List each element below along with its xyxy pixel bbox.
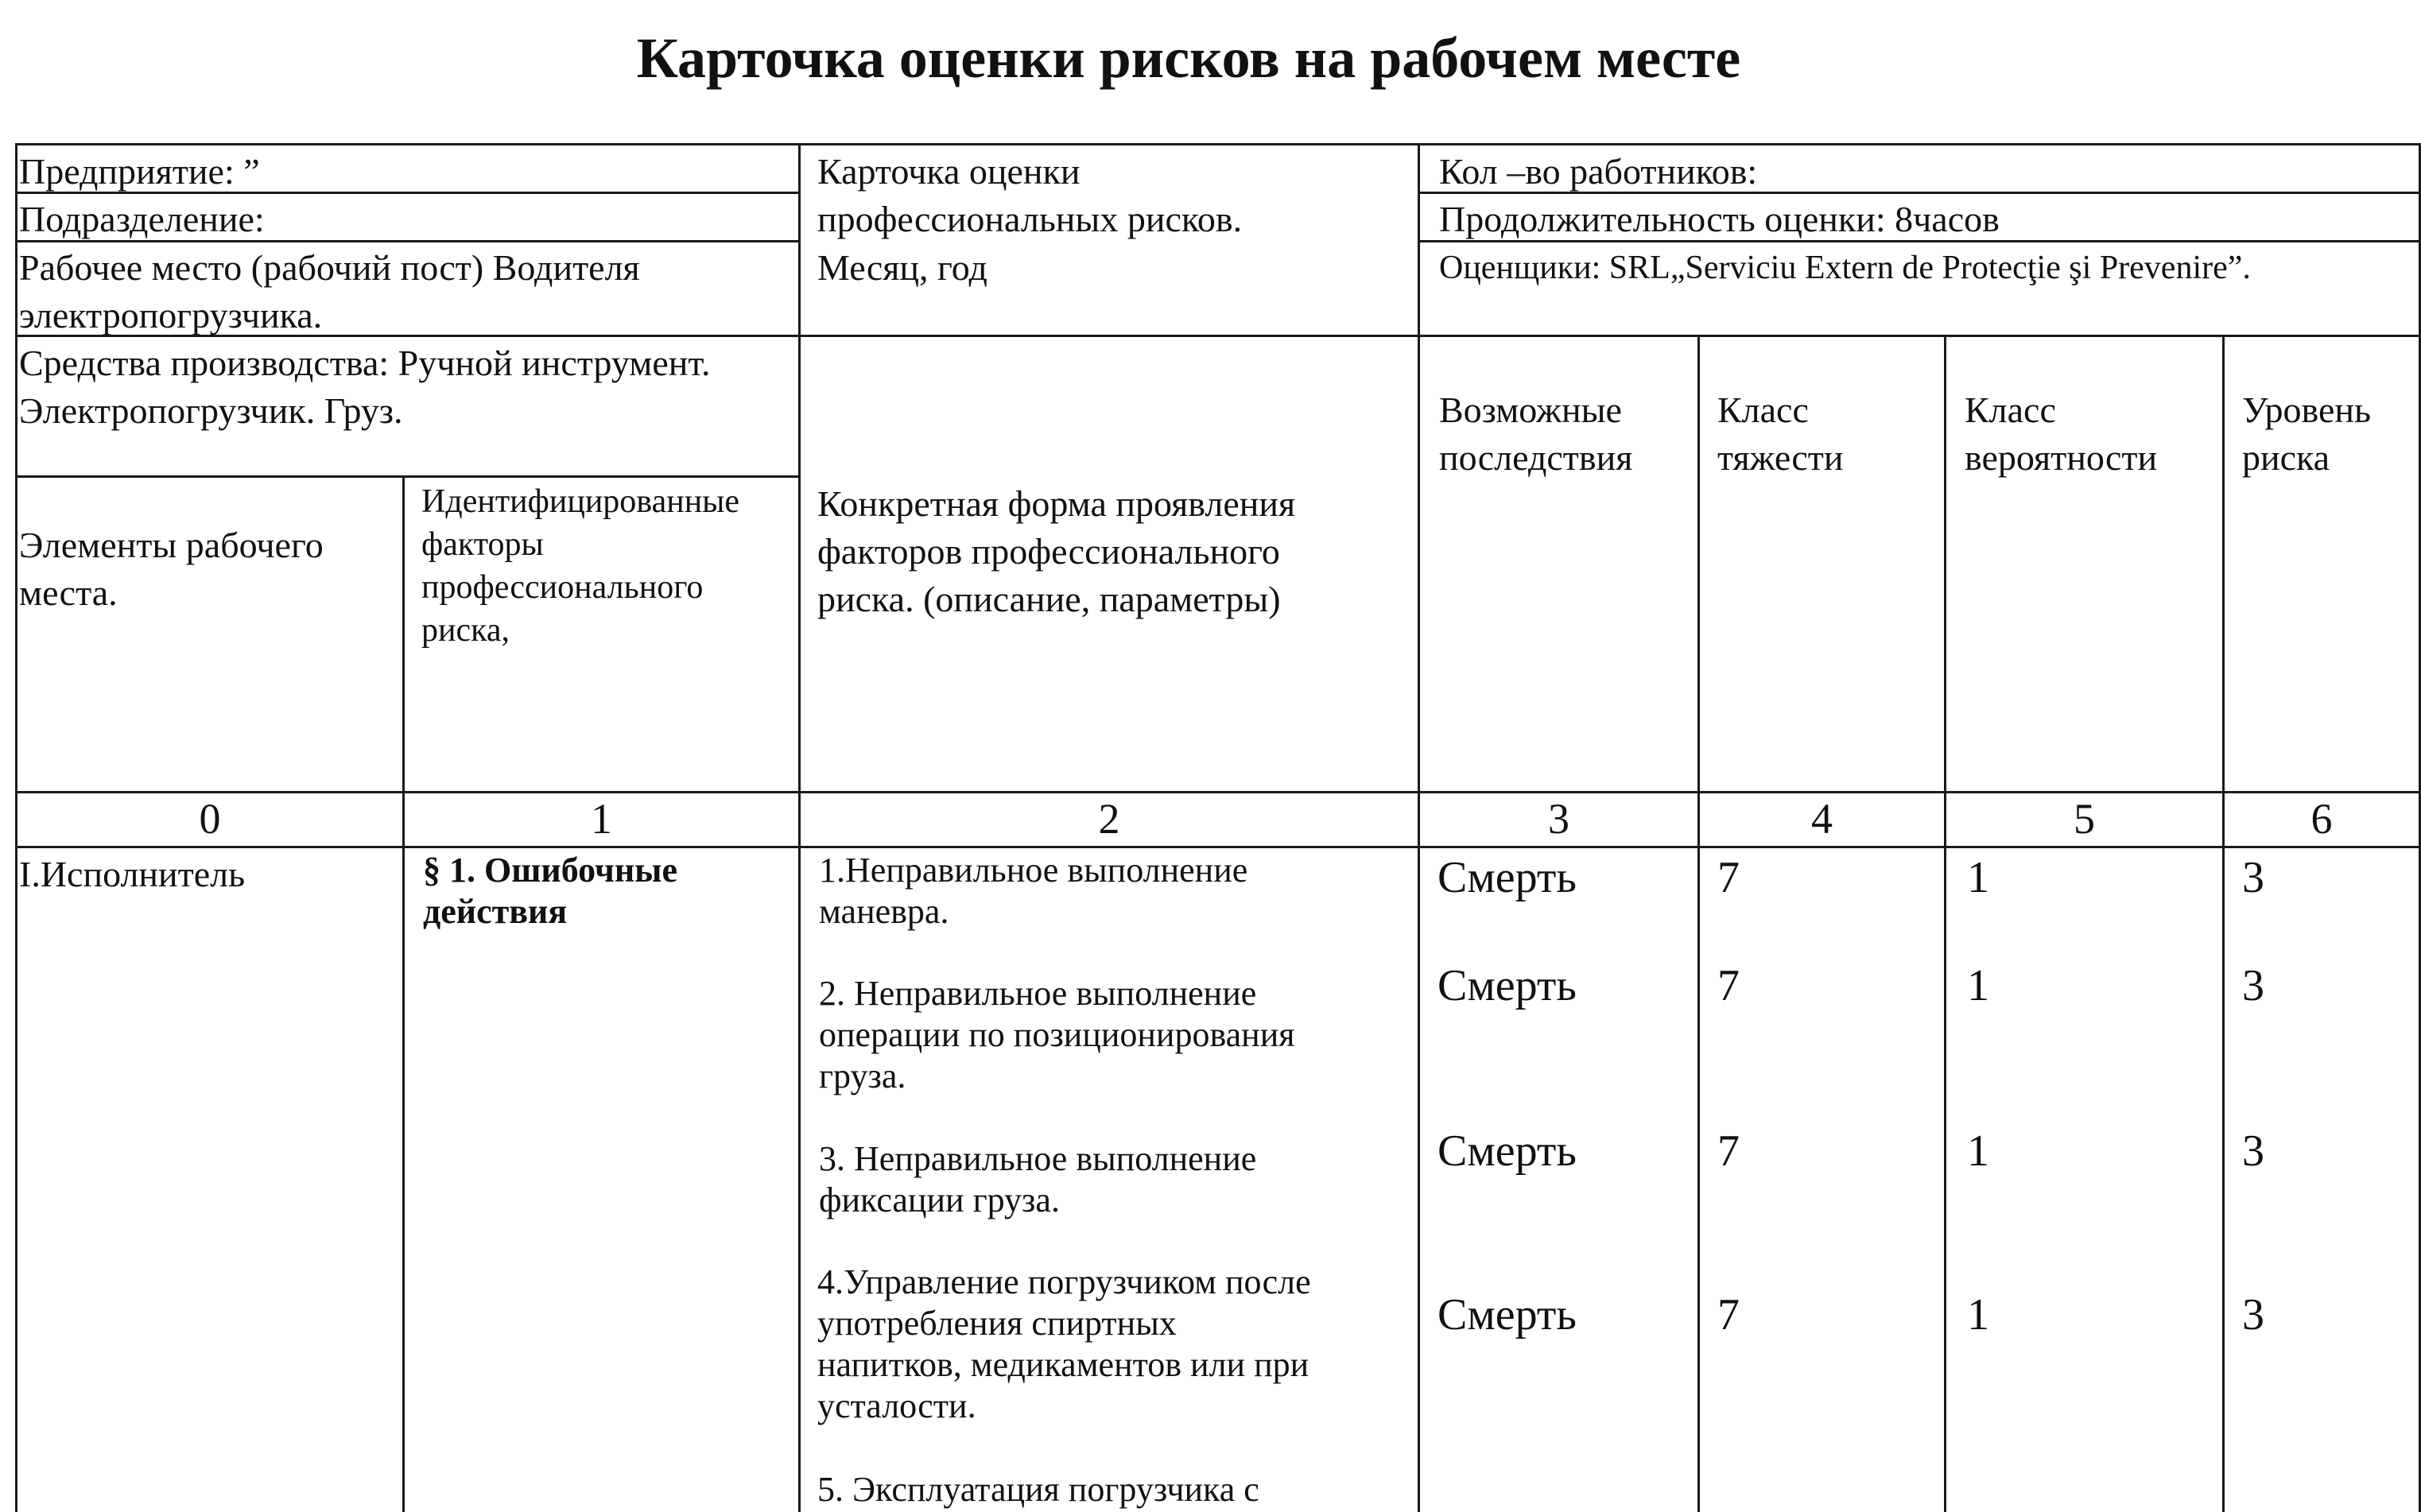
page-title: Карточка оценки рисков на рабочем месте (636, 26, 1741, 90)
column-number: 0 (199, 795, 221, 843)
risk-level-cell: 3 (2242, 1290, 2264, 1339)
means-of-production: Средства производства: Ручной инструмент. (19, 343, 711, 383)
card-period-label: Месяц, год (817, 247, 987, 288)
risk-description: 4.Управление погрузчиком после (817, 1262, 1311, 1301)
risk-level-cell: 3 (2242, 853, 2264, 902)
column-divider (1944, 335, 1946, 1512)
column-number: 4 (1811, 795, 1833, 843)
column-number: 1 (591, 795, 612, 843)
consequence-cell: Смерть (1437, 1290, 1577, 1339)
probability-cell: 1 (1967, 1290, 1989, 1339)
severity-cell: 7 (1717, 1126, 1740, 1176)
risk-level-cell: 3 (2242, 1126, 2264, 1176)
section-element: I.Исполнитель (19, 854, 246, 894)
workplace-label: электропогрузчика. (19, 295, 323, 335)
severity-cell: 7 (1717, 853, 1740, 902)
column-header-form: факторов профессионального (817, 531, 1280, 572)
severity-cell: 7 (1717, 961, 1740, 1010)
column-header-severity: Класс (1717, 390, 1809, 430)
employees-count-label: Кол –во работников: (1439, 151, 1758, 192)
column-header-factors: риска, (421, 612, 510, 649)
risk-description: операции по позиционирования (819, 1015, 1295, 1054)
risk-description: 2. Неправильное выполнение (819, 974, 1257, 1013)
column-header-elements: места. (19, 572, 118, 613)
card-label: Карточка оценки (817, 151, 1081, 192)
assessors-label: Оценщики: SRL„Serviciu Extern de Protecţie şi Prevenire”. (1439, 250, 2251, 286)
risk-description: маневра. (819, 892, 949, 931)
risk-description: 1.Неправильное выполнение (819, 851, 1248, 890)
column-divider (1697, 335, 1700, 1512)
risk-description: груза. (819, 1056, 906, 1095)
probability-cell: 1 (1967, 961, 1989, 1010)
card-label: профессиональных рисков. (817, 199, 1243, 239)
consequence-cell: Смерть (1437, 961, 1577, 1010)
division-label: Подразделение: (19, 199, 265, 239)
risk-description: употребления спиртных (817, 1304, 1177, 1343)
column-header-factors: Идентифицированные (421, 483, 740, 520)
column-header-factors: профессионального (421, 569, 704, 606)
risk-description: фиксации груза. (819, 1181, 1060, 1219)
column-header-consequences: Возможные (1439, 390, 1622, 430)
column-number: 6 (2310, 795, 2333, 843)
probability-cell: 1 (1967, 1126, 1989, 1176)
column-number: 3 (1548, 795, 1569, 843)
column-header-risk-level: риска (2242, 437, 2330, 478)
risk-description: напитков, медикаментов или при (817, 1345, 1309, 1384)
risk-description: 3. Неправильное выполнение (819, 1139, 1257, 1178)
row-divider (15, 335, 2421, 337)
column-header-probability: Класс (1965, 390, 2056, 430)
column-header-consequences: последствия (1439, 437, 1633, 478)
section-factor: § 1. Ошибочные (423, 851, 678, 890)
consequence-cell: Смерть (1437, 1126, 1577, 1176)
column-header-risk-level: Уровень (2242, 390, 2371, 430)
column-divider (2222, 335, 2225, 1512)
column-header-factors: факторы (421, 526, 544, 563)
risk-level-cell: 3 (2242, 961, 2264, 1010)
probability-cell: 1 (1967, 853, 1989, 902)
row-divider (15, 846, 2421, 848)
risk-description: усталости. (817, 1386, 976, 1425)
table-border-top (15, 143, 2421, 145)
workplace-label: Рабочее место (рабочий пост) Водителя (19, 247, 640, 288)
means-of-production: Электропогрузчик. Груз. (19, 390, 403, 431)
column-header-elements: Элементы рабочего (19, 525, 324, 565)
column-number: 2 (1098, 795, 1120, 843)
column-header-probability: вероятности (1965, 437, 2158, 478)
column-header-form: Конкретная форма проявления (817, 483, 1296, 524)
row-divider (15, 475, 800, 478)
column-header-severity: тяжести (1717, 437, 1844, 478)
column-divider (402, 475, 405, 1512)
duration-label: Продолжительность оценки: 8часов (1439, 199, 2000, 239)
section-factor: действия (423, 892, 568, 931)
risk-description: 5. Эксплуатация погрузчика с (817, 1470, 1259, 1509)
column-header-form: риска. (описание, параметры) (817, 579, 1281, 619)
enterprise-label: Предприятие: ” (19, 151, 260, 192)
severity-cell: 7 (1717, 1290, 1740, 1339)
consequence-cell: Смерть (1437, 853, 1577, 902)
column-number: 5 (2074, 795, 2095, 843)
